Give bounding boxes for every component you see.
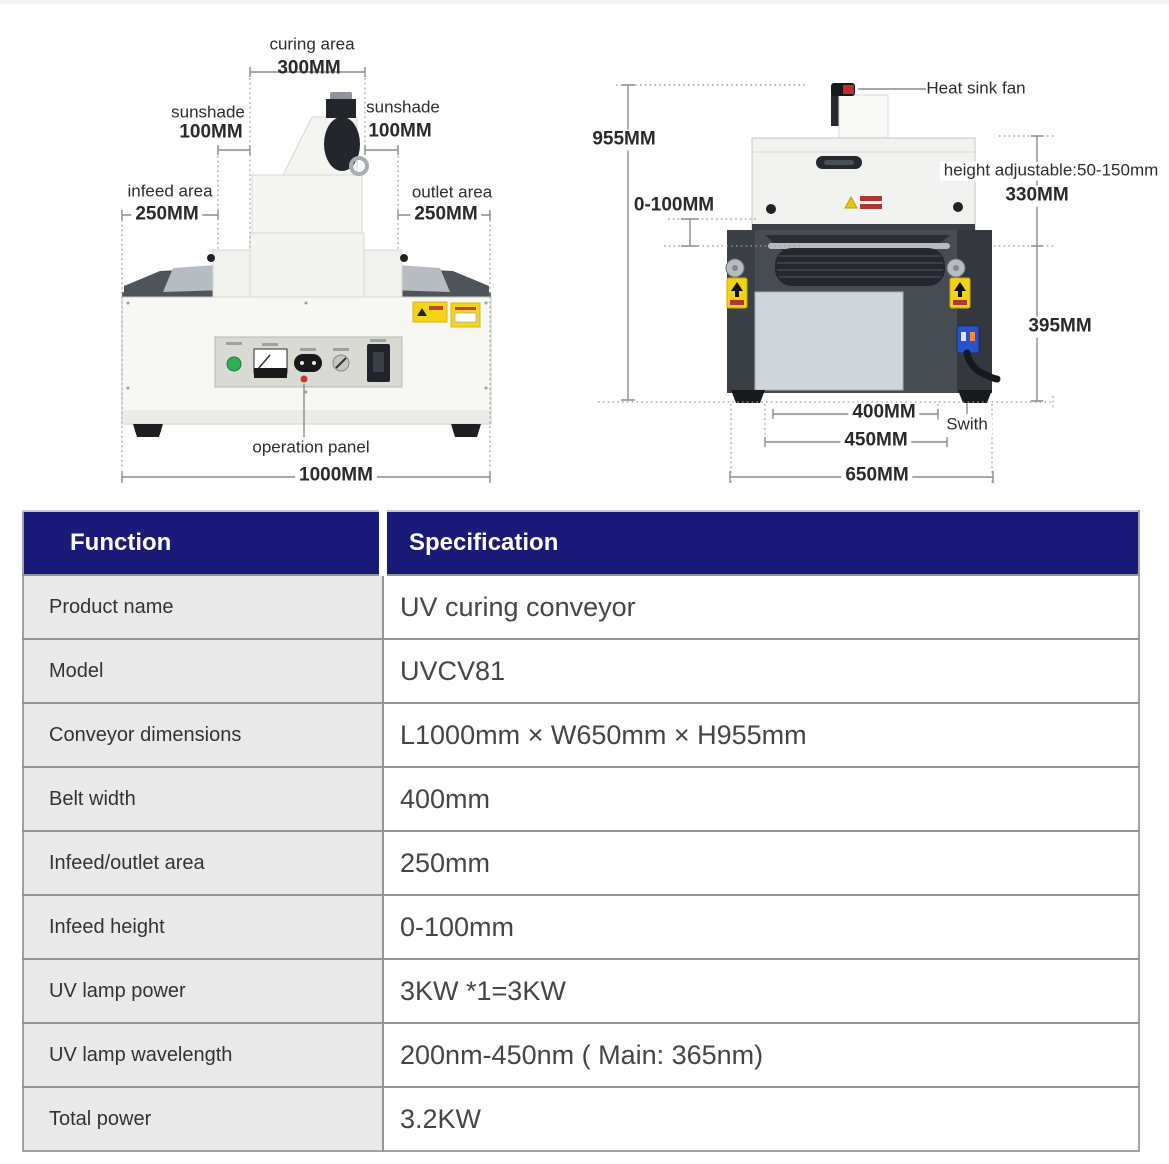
- row-label: Product name: [23, 575, 383, 639]
- height-adjustable-label: height adjustable:50-150mm: [940, 162, 1163, 181]
- table-row: [23, 575, 1139, 639]
- sunshade-right-dim: 100MM: [368, 120, 432, 142]
- outlet-area-dim: 250MM: [410, 205, 481, 226]
- sunshade-left-dim: 100MM: [179, 121, 243, 143]
- left-foot: [133, 424, 163, 437]
- overall-length-dim: 1000MM: [295, 466, 377, 487]
- sunshade-box-right: [364, 250, 402, 297]
- row-value: 3.2KW: [383, 1087, 1139, 1151]
- power-socket: [294, 354, 322, 372]
- row-value: 200nm-450nm ( Main: 365nm): [383, 1023, 1139, 1087]
- table-row: [23, 767, 1139, 831]
- warning-label-left: [727, 278, 747, 308]
- heat-sink-fan-label: Heat sink fan: [926, 78, 1026, 98]
- right-foot: [958, 390, 992, 403]
- left-side-knob: [766, 204, 776, 214]
- outlet-area-label: outlet area: [411, 182, 493, 202]
- left-machine-front-view: [122, 92, 491, 437]
- row-label: Infeed/outlet area: [23, 831, 383, 895]
- table-row: [23, 831, 1139, 895]
- row-value: UVCV81: [383, 639, 1139, 703]
- machine-diagrams-svg: [0, 0, 1169, 505]
- row-label: Total power: [23, 1087, 383, 1151]
- specification-table: [22, 510, 1140, 1152]
- right-knob: [400, 254, 408, 262]
- table-row: [23, 959, 1139, 1023]
- row-label: UV lamp wavelength: [23, 1023, 383, 1087]
- chimney: [839, 95, 888, 138]
- fan-duct: [326, 99, 356, 118]
- power-button-green: [227, 357, 241, 371]
- belt-width-dim: 400MM: [848, 403, 919, 424]
- tower-upper-box: [252, 175, 362, 233]
- sunshade-box-left: [213, 250, 250, 297]
- heat-sink-fan-red-cap: [843, 85, 854, 94]
- row-label: UV lamp power: [23, 959, 383, 1023]
- table-row: [23, 1023, 1139, 1087]
- base-left-column: [727, 230, 755, 393]
- inner-width-dim: 450MM: [840, 431, 911, 452]
- header-specification: Specification: [383, 511, 1139, 575]
- warning-label-right: [950, 278, 970, 308]
- left-foot: [731, 390, 765, 403]
- row-value: 0-100mm: [383, 895, 1139, 959]
- row-label: Model: [23, 639, 383, 703]
- operation-panel-label: operation panel: [252, 437, 370, 457]
- right-machine-side-view: [726, 83, 997, 403]
- row-value: 250mm: [383, 831, 1139, 895]
- warning-stripe: [860, 204, 882, 209]
- row-label: Belt width: [23, 767, 383, 831]
- table-header-row: [23, 511, 1139, 575]
- header-function: Function: [23, 511, 383, 575]
- lower-section-dim: 395MM: [1024, 317, 1095, 338]
- base-shadow: [123, 410, 490, 423]
- machine-diagrams: [0, 0, 1169, 505]
- conveyor-roller: [775, 248, 945, 286]
- table-row: [23, 895, 1139, 959]
- row-label: Conveyor dimensions: [23, 703, 383, 767]
- front-panel: [755, 292, 903, 390]
- operation-panel: [215, 337, 402, 387]
- right-foot: [451, 424, 481, 437]
- curing-area-dim: 300MM: [277, 57, 341, 79]
- table-row: [23, 1087, 1139, 1151]
- row-label: Infeed height: [23, 895, 383, 959]
- switch-label: Swith: [942, 416, 992, 435]
- overall-width-dim: 650MM: [841, 466, 912, 487]
- upper-housing: [752, 138, 975, 235]
- infeed-area-label: infeed area: [127, 181, 213, 201]
- infeed-area-dim: 250MM: [131, 205, 202, 226]
- sunshade-right-label: sunshade: [366, 97, 440, 117]
- power-switch-blue: [957, 326, 979, 353]
- row-value: L1000mm × W650mm × H955mm: [383, 703, 1139, 767]
- table-row: [23, 703, 1139, 767]
- right-side-knob: [953, 202, 963, 212]
- panel-pointer-dot: [301, 376, 308, 383]
- table-row: [23, 639, 1139, 703]
- tower-lower-box: [250, 233, 364, 297]
- row-value: 3KW *1=3KW: [383, 959, 1139, 1023]
- row-value: UV curing conveyor: [383, 575, 1139, 639]
- upper-section-dim: 330MM: [1001, 186, 1072, 207]
- sunshade-left-label: sunshade: [171, 102, 245, 122]
- curing-area-label: curing area: [269, 34, 355, 54]
- cooling-fan: [324, 117, 360, 171]
- row-value: 400mm: [383, 767, 1139, 831]
- left-knob: [207, 254, 215, 262]
- infeed-height-dim: 0-100MM: [633, 194, 715, 216]
- warning-stripe: [860, 196, 882, 201]
- overall-height-dim: 955MM: [588, 130, 659, 151]
